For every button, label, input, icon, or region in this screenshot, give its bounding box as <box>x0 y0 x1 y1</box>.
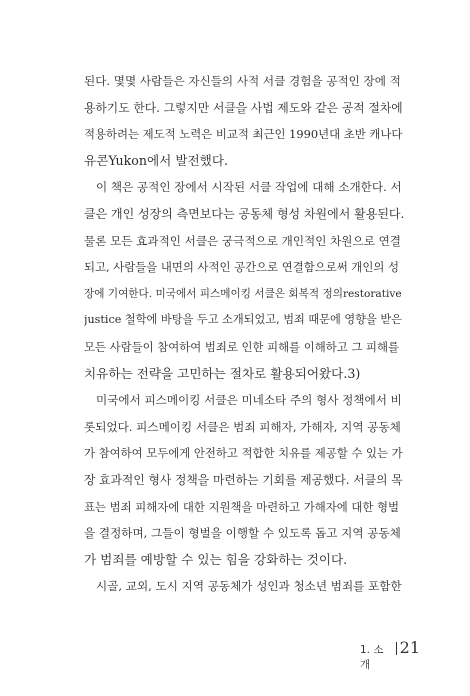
text-line: 장에 기여한다. 미국에서 피스메이킹 서클은 회복적 정의restorative <box>84 287 402 300</box>
text-line: 장 효과적인 형사 정책을 마련하는 기회를 제공했다. 서클의 목 <box>84 472 403 487</box>
page-number: 21 <box>399 638 420 657</box>
text-line: 치유하는 전략을 고민하는 절차로 활용되어왔다.3) <box>84 365 361 381</box>
text-line: 롯되었다. 피스메이킹 서클은 범죄 피해자, 가해자, 지역 공동체 <box>84 419 401 434</box>
text-line: 미국에서 피스메이킹 서클은 미네소타 주의 형사 정책에서 비 <box>96 393 402 408</box>
text-line: 가 참여하여 모두에게 안전하고 적합한 치유를 제공할 수 있는 가 <box>84 446 403 461</box>
text-line: justice 철학에 바탕을 두고 소개되었고, 범죄 때문에 영향을 받은 <box>84 313 402 327</box>
text-line: 클은 개인 성장의 측면보다는 공동체 형성 차원에서 활용된다. <box>84 206 404 221</box>
text-line: 을 결정하며, 그들이 형벌을 이행할 수 있도록 돕고 지역 공동체 <box>84 526 401 541</box>
text-line: 유콘Yukon에서 발전했다. <box>84 152 228 168</box>
body-text <box>84 68 404 600</box>
text-line: 이 책은 공적인 장에서 시작된 서클 작업에 대해 소개한다. 서 <box>96 180 402 195</box>
text-line: 표는 범죄 피해자에 대한 지원책을 마련하고 가해자에 대한 형벌 <box>84 499 400 514</box>
footer-divider <box>396 642 397 655</box>
chapter-label: 1. 소개 <box>360 644 384 671</box>
page-footer <box>360 638 420 671</box>
text-line: 물론 모든 효과적인 서클은 궁극적으로 개인적인 차원으로 연결 <box>84 233 401 248</box>
text-line: 모든 사람들이 참여하여 범죄로 인한 피해를 이해하고 그 피해를 <box>84 339 400 354</box>
text-line: 된다. 몇몇 사람들은 자신들의 사적 서클 경험을 공적인 장에 적 <box>84 74 401 88</box>
text-line: 가 범죄를 예방할 수 있는 힘을 강화하는 것이다. <box>84 551 348 567</box>
text-line: 용하기도 한다. 그렇지만 서클을 사법 제도와 같은 공적 절차에 <box>84 100 403 115</box>
text-line: 시골, 교외, 도시 지역 공동체가 성인과 청소년 범죄를 포함한 <box>96 579 402 594</box>
text-line: 되고, 사람들을 내면의 사적인 공간으로 연결함으로써 개인의 성 <box>84 260 400 275</box>
text-line: 적용하려는 제도적 노력은 비교적 최근인 1990년대 초반 캐나다 <box>84 127 403 142</box>
